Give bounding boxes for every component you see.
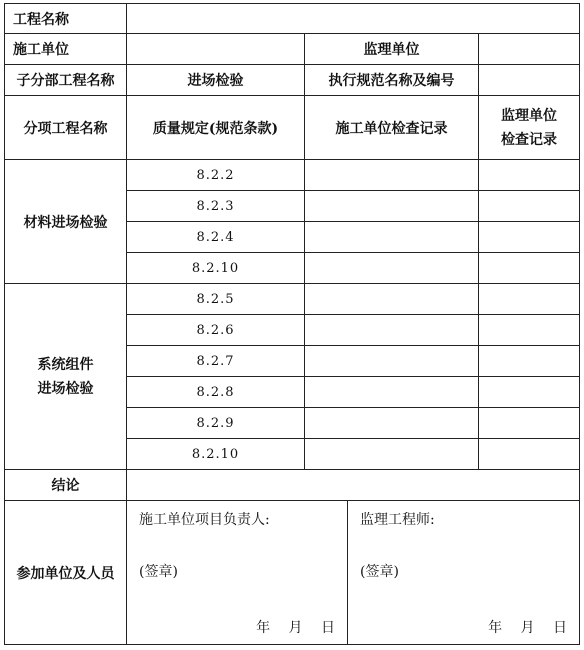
contractor-record-cell[interactable] (305, 408, 479, 439)
contractor-record-cell[interactable] (305, 315, 479, 346)
clause-cell: 8.2.7 (127, 346, 305, 377)
supervisor-record-cell[interactable] (479, 439, 580, 470)
contractor-record-cell[interactable] (305, 284, 479, 315)
contractor-record-cell[interactable] (305, 439, 479, 470)
table-row (5, 284, 580, 315)
supervisor-unit-field[interactable] (479, 34, 580, 65)
supervisor-record-cell[interactable] (479, 160, 580, 191)
group-components-name (5, 284, 127, 470)
table-row (5, 160, 580, 191)
col-header-contractor-record: 施工单位检查记录 (305, 96, 479, 160)
contractor-field[interactable] (127, 34, 305, 65)
contractor-seal-label: (签章) (139, 564, 178, 580)
clause-cell: 8.2.4 (127, 222, 305, 253)
supervisor-record-cell[interactable] (479, 284, 580, 315)
sub-project-value: 进场检验 (127, 65, 305, 96)
clause-cell: 8.2.8 (127, 377, 305, 408)
supervisor-engineer-label: 监理工程师: (360, 512, 435, 528)
participants-label: 参加单位及人员 (5, 501, 127, 645)
supervisor-record-cell[interactable] (479, 253, 580, 284)
standard-label: 执行规范名称及编号 (305, 65, 479, 96)
row-column-headers (5, 96, 580, 160)
col-header-supervisor-record-line1: 监理单位 (501, 107, 557, 124)
row-conclusion (5, 470, 580, 501)
supervisor-date-label: 年 月 日 (488, 620, 567, 636)
clause-cell: 8.2.10 (127, 439, 305, 470)
acceptance-form (4, 3, 579, 644)
contractor-signature-cell[interactable] (127, 501, 348, 645)
supervisor-record-cell[interactable] (479, 408, 580, 439)
supervisor-record-cell[interactable] (479, 377, 580, 408)
col-header-supervisor-record-line2: 检查记录 (501, 131, 557, 148)
clause-cell: 8.2.9 (127, 408, 305, 439)
row-project-name (5, 4, 580, 34)
supervisor-record-cell[interactable] (479, 315, 580, 346)
contractor-record-cell[interactable] (305, 253, 479, 284)
standard-field[interactable] (479, 65, 580, 96)
supervisor-record-cell[interactable] (479, 191, 580, 222)
group-components-name-line1: 系统组件 (37, 356, 94, 373)
contractor-label: 施工单位 (5, 34, 127, 65)
group-components-name-line2: 进场检验 (37, 380, 94, 397)
clause-cell: 8.2.10 (127, 253, 305, 284)
conclusion-label: 结论 (5, 470, 127, 501)
contractor-record-cell[interactable] (305, 160, 479, 191)
clause-cell: 8.2.6 (127, 315, 305, 346)
conclusion-field[interactable] (127, 470, 580, 501)
row-participants (5, 501, 580, 645)
project-name-field[interactable] (127, 4, 580, 34)
col-header-clause: 质量规定(规范条款) (127, 96, 305, 160)
col-header-item: 分项工程名称 (5, 96, 127, 160)
supervisor-record-cell[interactable] (479, 346, 580, 377)
contractor-manager-label: 施工单位项目负责人: (139, 512, 270, 528)
sub-project-label: 子分部工程名称 (5, 65, 127, 96)
clause-cell: 8.2.3 (127, 191, 305, 222)
contractor-record-cell[interactable] (305, 377, 479, 408)
row-sub-project (5, 65, 580, 96)
supervisor-signature-cell[interactable] (348, 501, 580, 645)
supervisor-unit-label: 监理单位 (305, 34, 479, 65)
inspection-table (4, 3, 580, 645)
supervisor-record-cell[interactable] (479, 222, 580, 253)
group-material-name: 材料进场检验 (5, 160, 127, 284)
clause-cell: 8.2.5 (127, 284, 305, 315)
contractor-date-label: 年 月 日 (256, 620, 335, 636)
col-header-supervisor-record (479, 96, 580, 160)
clause-cell: 8.2.2 (127, 160, 305, 191)
row-units (5, 34, 580, 65)
project-name-label: 工程名称 (5, 4, 127, 34)
supervisor-seal-label: (签章) (360, 564, 399, 580)
contractor-record-cell[interactable] (305, 222, 479, 253)
contractor-record-cell[interactable] (305, 191, 479, 222)
contractor-record-cell[interactable] (305, 346, 479, 377)
